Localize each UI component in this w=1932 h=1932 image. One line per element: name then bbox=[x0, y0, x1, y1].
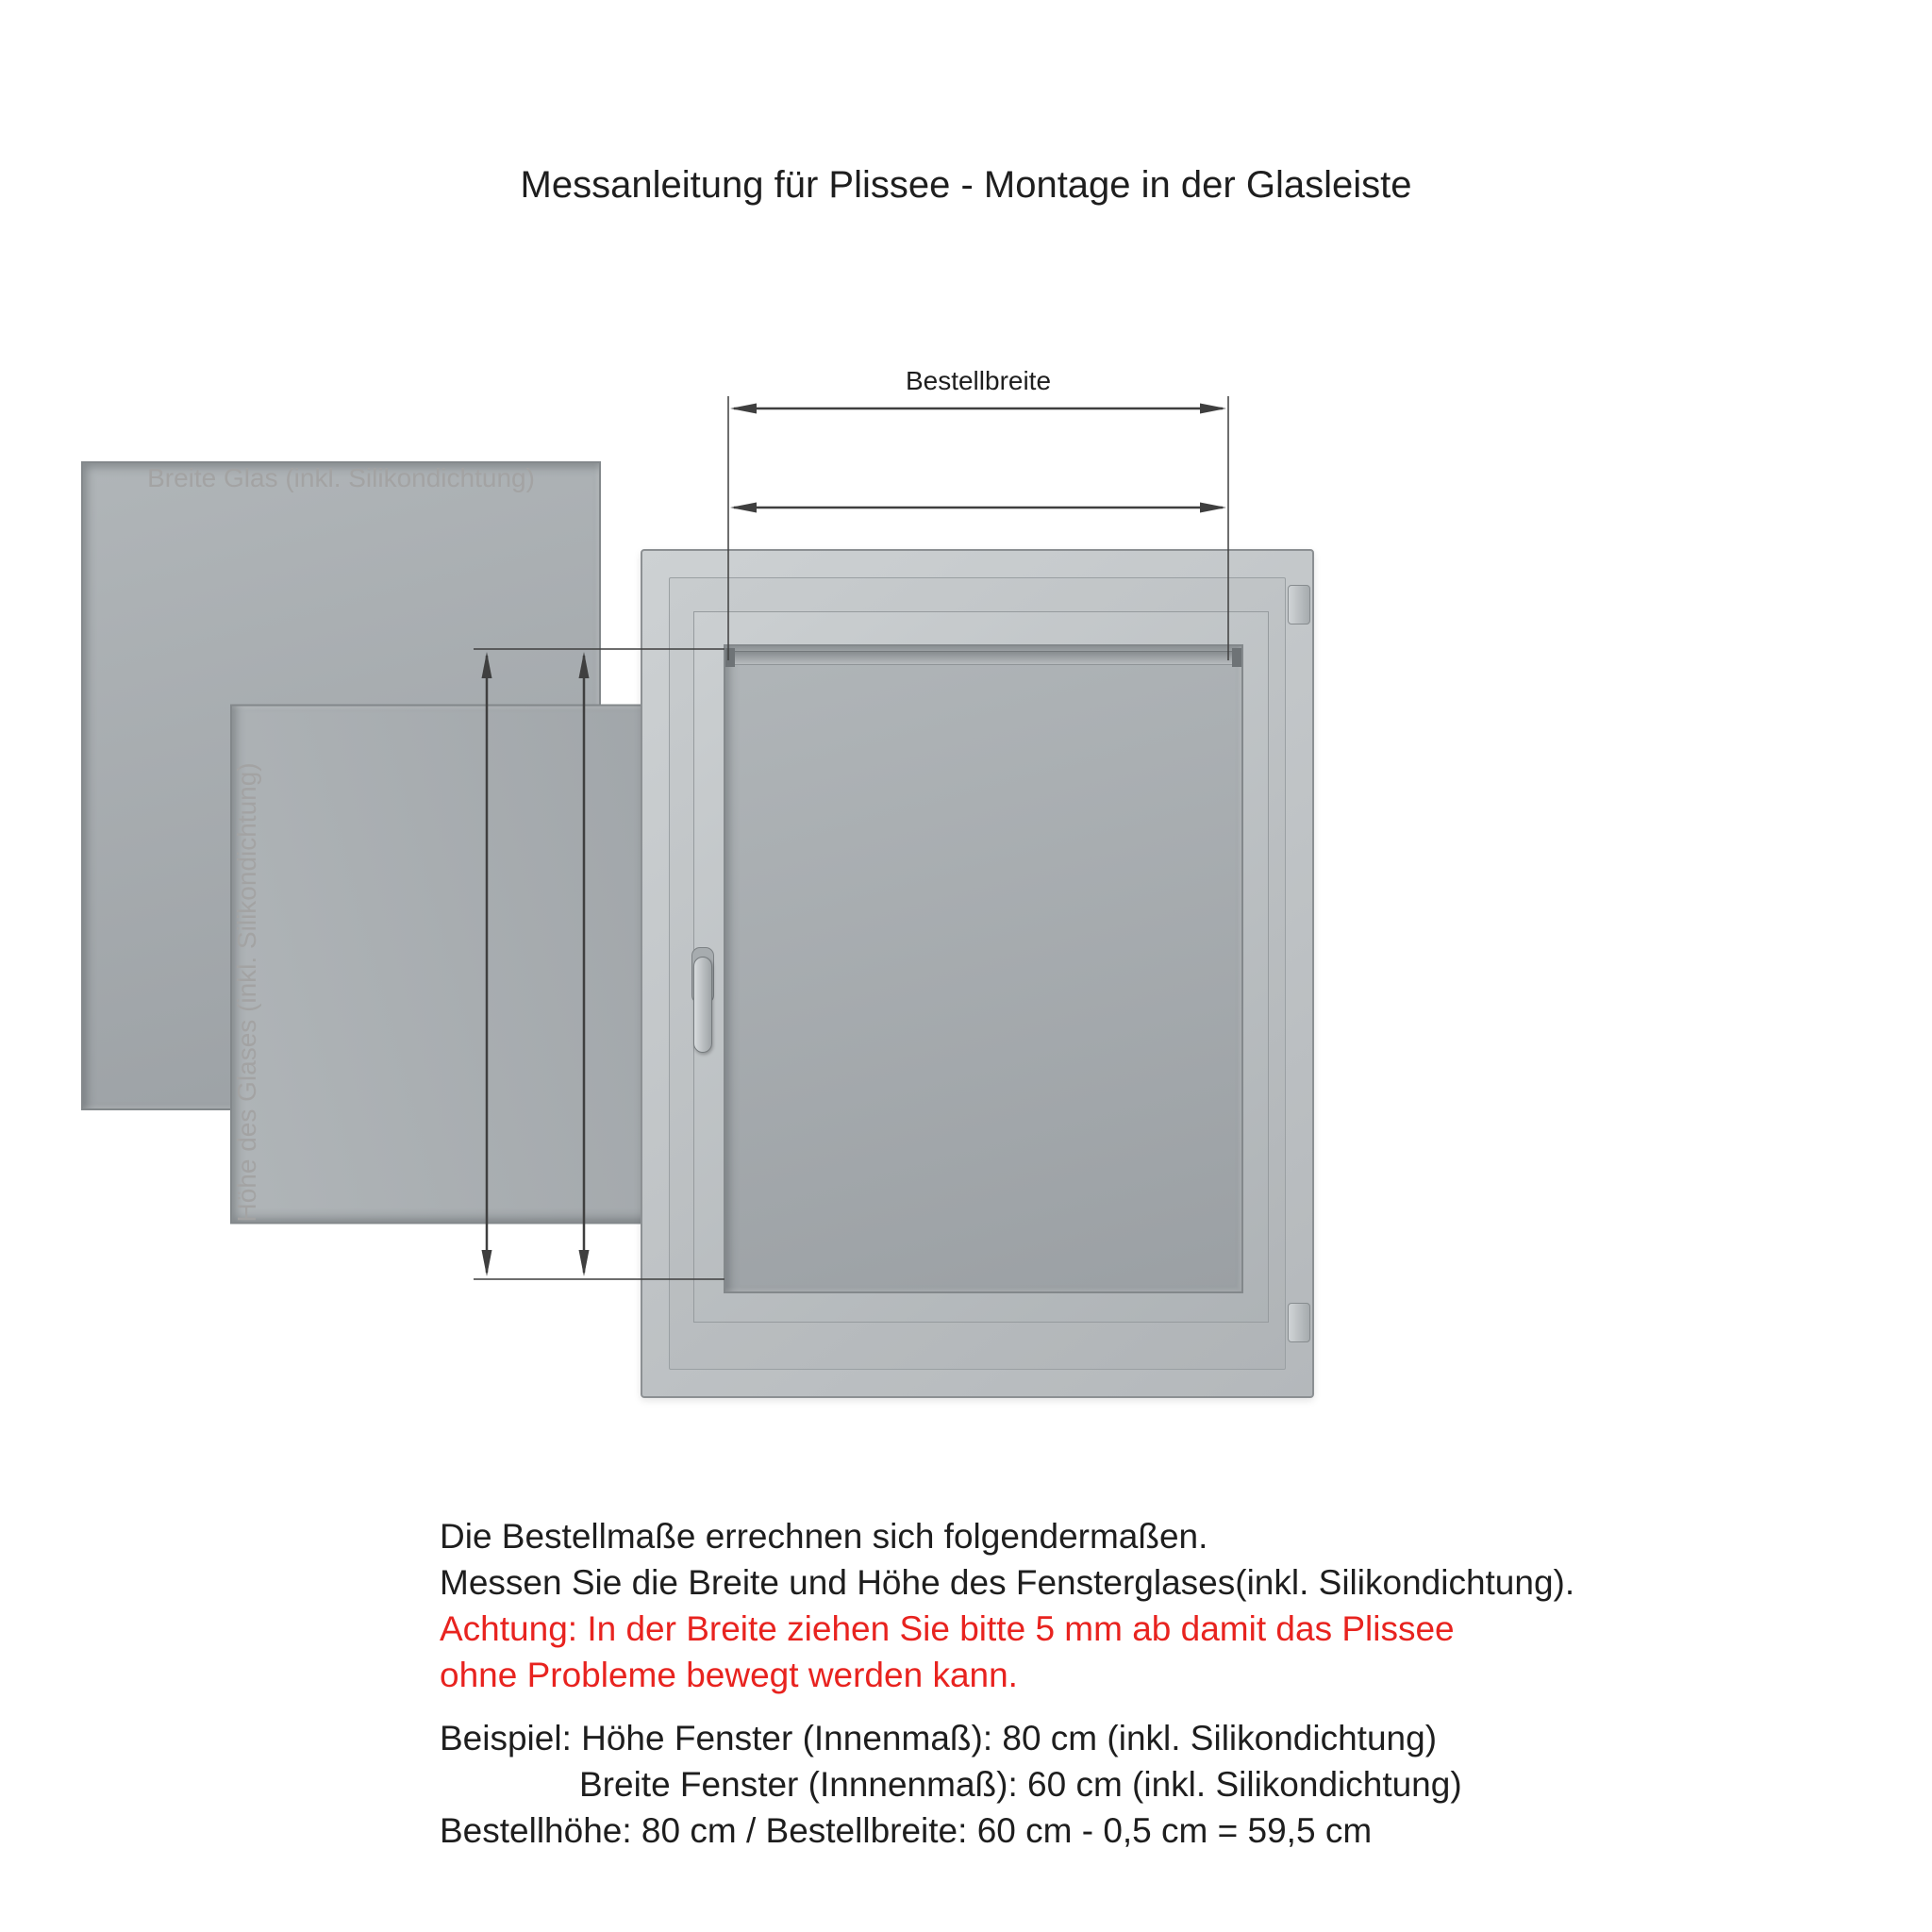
window-glass bbox=[724, 644, 1243, 1293]
rail-end-cap-right bbox=[1232, 648, 1241, 667]
instructions-block bbox=[440, 1513, 1574, 1698]
order-width-label: Bestellbreite bbox=[905, 366, 1052, 395]
window-handle-lever bbox=[693, 957, 712, 1053]
rail-end-cap-left bbox=[725, 648, 735, 667]
instruction-line-2: Messen Sie die Breite und Höhe des Fensterglases(inkl. Silikondichtung). bbox=[440, 1563, 1575, 1602]
window-handle bbox=[686, 947, 718, 1053]
glass-width-label: Breite Glas (inkl. Silikondichtung) bbox=[81, 461, 601, 1110]
hinge-top bbox=[1288, 585, 1310, 625]
example-line-1: Beispiel: Höhe Fenster (Innenmaß): 80 cm (inkl. Silikondichtung) bbox=[440, 1719, 1438, 1757]
warning-line-1: Achtung: In der Breite ziehen Sie bitte 5 mm ab damit das Plissee bbox=[440, 1609, 1455, 1648]
glass-width-arrow bbox=[730, 503, 1226, 513]
glass-height-label: Höhe des Glases (inkl. Silikondichtung) bbox=[230, 705, 879, 1224]
order-width-arrow bbox=[730, 404, 1226, 414]
hinge-bottom bbox=[1288, 1303, 1310, 1342]
glazing-top-rail bbox=[725, 651, 1241, 665]
warning-line-2: ohne Probleme bewegt werden kann. bbox=[440, 1656, 1018, 1694]
window-illustration bbox=[641, 549, 1314, 1398]
example-block bbox=[440, 1715, 1462, 1854]
instruction-line-1: Die Bestellmaße errechnen sich folgendermaßen. bbox=[440, 1517, 1208, 1556]
example-line-3: Bestellhöhe: 80 cm / Bestellbreite: 60 cm - 0,5 cm = 59,5 cm bbox=[440, 1811, 1373, 1850]
page-title: Messanleitung für Plissee - Montage in der Glasleiste bbox=[520, 164, 1412, 206]
example-line-2: Breite Fenster (Innnenmaß): 60 cm (inkl. Silikondichtung) bbox=[579, 1765, 1462, 1804]
